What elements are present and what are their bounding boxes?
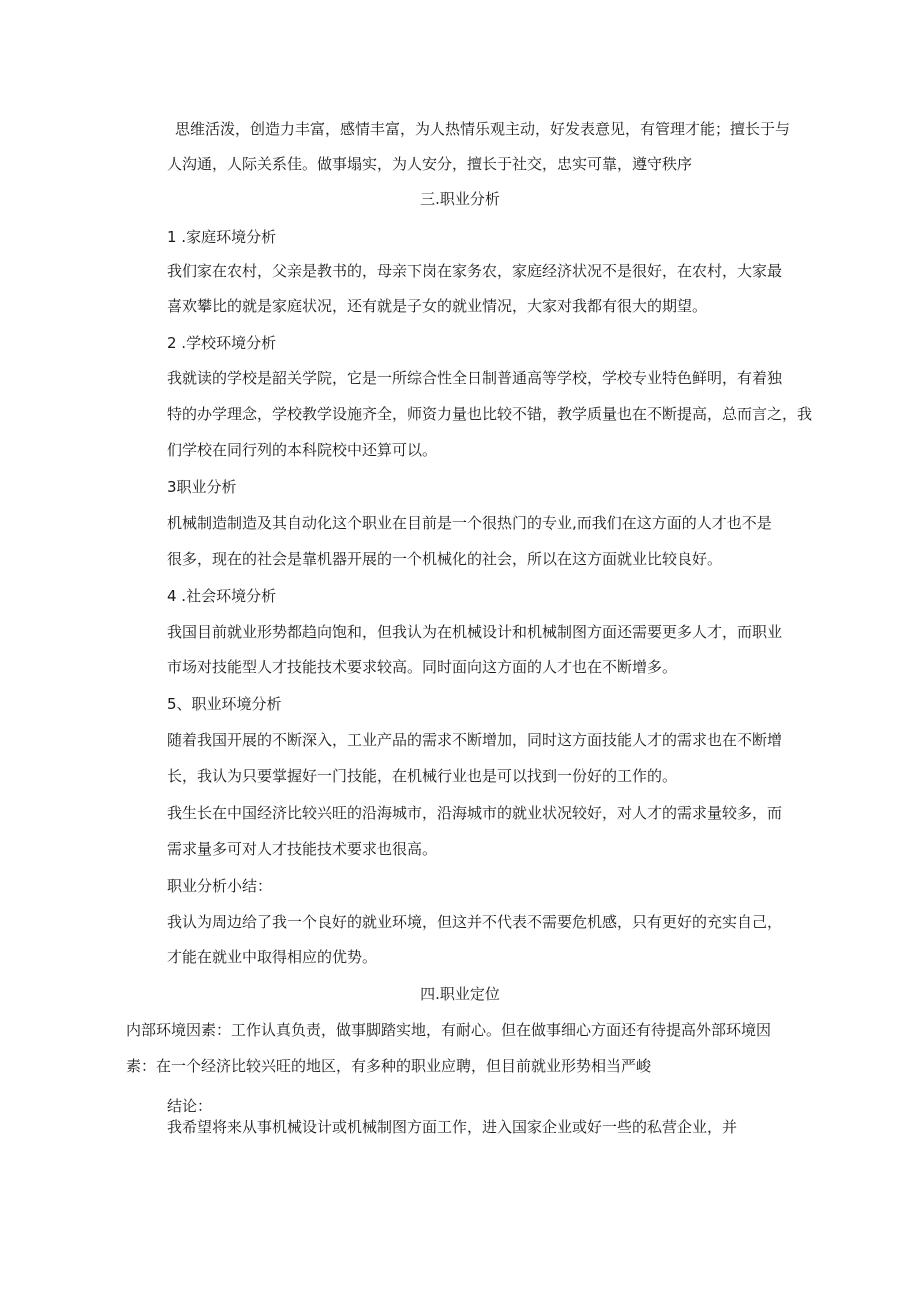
paragraph-line: 我生长在中国经济比较兴旺的沿海城市，沿海城市的就业状况较好，对人才的需求量较多，而 bbox=[167, 804, 783, 822]
paragraph-line: 喜欢攀比的就是家庭状况，还有就是子女的就业情况，大家对我都有很大的期望。 bbox=[167, 297, 708, 315]
subheading-career-summary: 职业分析小结： bbox=[167, 877, 273, 895]
paragraph-line: 人沟通，人际关系佳。做事塌实，为人安分，擅长于社交，忠实可靠，遵守秩序 bbox=[167, 155, 693, 173]
paragraph-line: 我就读的学校是韶关学院，它是一所综合性全日制普通高等学校，学校专业特色鲜明，有着独 bbox=[167, 369, 783, 387]
paragraph-line: 长，我认为只要掌握好一门技能，在机械行业也是可以找到一份好的工作的。 bbox=[167, 767, 678, 785]
subheading-occupational-environment: 5、职业环境分析 bbox=[167, 695, 282, 713]
subheading-family-environment: 1 .家庭环境分析 bbox=[167, 228, 277, 246]
paragraph-line: 需求量多可对人才技能技术要求也很高。 bbox=[167, 840, 438, 858]
subheading-school-environment: 2 .学校环境分析 bbox=[167, 334, 277, 352]
paragraph-line: 随着我国开展的不断深入，工业产品的需求不断增加，同时这方面技能人才的需求也在不断增 bbox=[167, 731, 783, 749]
paragraph-line: 们学校在同行列的本科院校中还算可以。 bbox=[167, 441, 438, 459]
subheading-career-analysis: 3职业分析 bbox=[167, 478, 237, 496]
subheading-conclusion: 结论： bbox=[167, 1097, 213, 1115]
paragraph-line: 我认为周边给了我一个良好的就业环境，但这并不代表不需要危机感，只有更好的充实自己， bbox=[167, 913, 783, 931]
paragraph-line: 内部环境因素：工作认真负责，做事脚踏实地，有耐心。但在做事细心方面还有待提高外部环境因 bbox=[126, 1021, 772, 1039]
section-heading-career-analysis: 三.职业分析 bbox=[420, 190, 500, 208]
paragraph-line: 机械制造制造及其自动化这个职业在目前是一个很热门的专业,而我们在这方面的人才也不是 bbox=[167, 514, 772, 532]
section-heading-career-positioning: 四.职业定位 bbox=[420, 985, 500, 1003]
paragraph-line: 市场对技能型人才技能技术要求较高。同时面向这方面的人才也在不断增多。 bbox=[167, 658, 678, 676]
paragraph-line: 我希望将来从事机械设计或机械制图方面工作，进入国家企业或好一些的私营企业，并 bbox=[167, 1118, 738, 1136]
paragraph-line: 特的办学理念，学校教学设施齐全，师资力量也比较不错，教学质量也在不断提高，总而言之，我 bbox=[167, 405, 813, 423]
paragraph-line: 我国目前就业形势都趋向饱和，但我认为在机械设计和机械制图方面还需要更多人才，而职业 bbox=[167, 623, 783, 641]
paragraph-line: 素：在一个经济比较兴旺的地区，有多种的职业应聘，但目前就业形势相当严峻 bbox=[126, 1057, 652, 1075]
paragraph-line: 我们家在农村，父亲是教书的，母亲下岗在家务农，家庭经济状况不是很好，在农村，大家最 bbox=[167, 262, 783, 280]
paragraph-line: 思维活泼，创造力丰富，感情丰富，为人热情乐观主动，好发表意见，有管理才能；擅长于与 bbox=[175, 120, 791, 138]
paragraph-line: 很多，现在的社会是靠机器开展的一个机械化的社会，所以在这方面就业比较良好。 bbox=[167, 550, 723, 568]
paragraph-line: 才能在就业中取得相应的优势。 bbox=[167, 948, 378, 966]
subheading-social-environment: 4 .社会环境分析 bbox=[167, 587, 277, 605]
